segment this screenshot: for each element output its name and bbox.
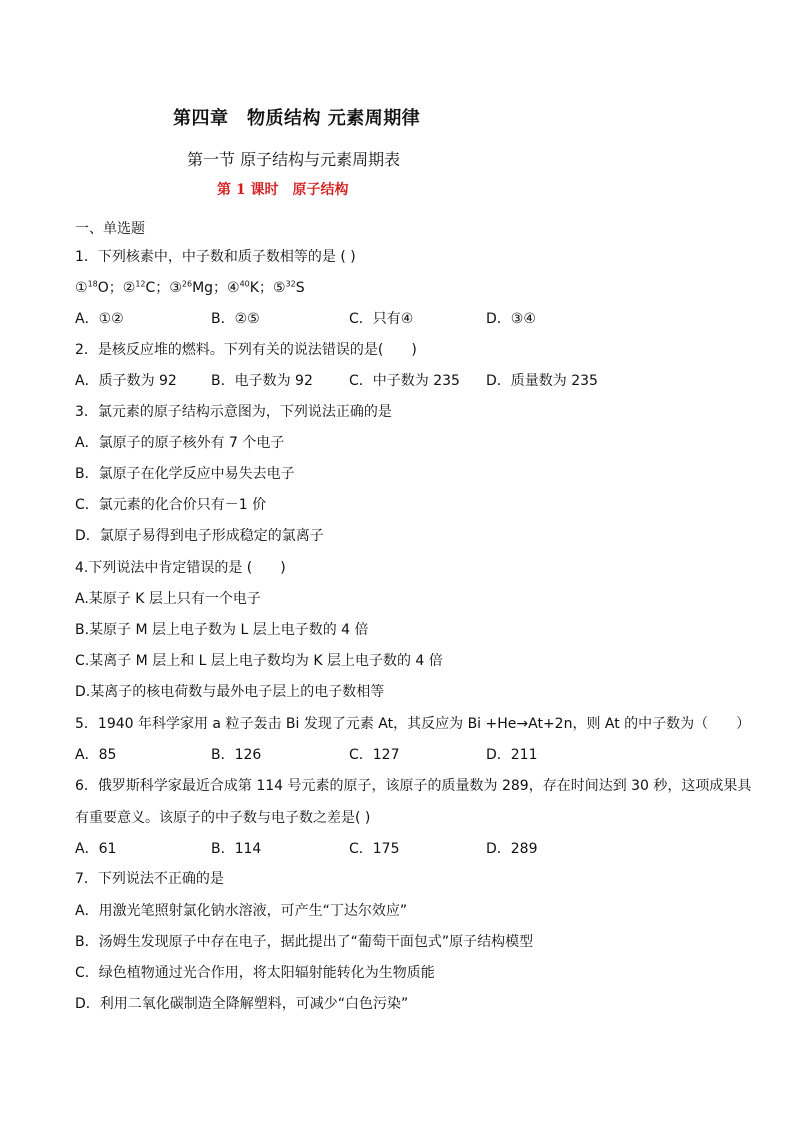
question-4-option-a: A.某原子 K 层上只有一个电子 — [75, 591, 261, 607]
question-5-option-c: C．127 — [349, 747, 400, 763]
question-7-option-b: B．汤姆生发现原子中存在电子，据此提出了“葡萄干面包式”原子结构模型 — [75, 934, 534, 950]
question-4-option-d: D.某离子的核电荷数与最外电子层上的电子数相等 — [75, 684, 385, 700]
question-4-option-b: B.某原子 M 层上电子数为 L 层上电子数的 4 倍 — [75, 622, 369, 638]
question-4-stem: 4.下列说法中肯定错误的是 ( ) — [75, 560, 286, 576]
question-2-option-d: D．质量数为 235 — [486, 373, 598, 389]
question-1-option-c: C．只有④ — [349, 311, 414, 327]
question-5-option-a: A．85 — [75, 747, 117, 763]
nuclide-3: ③$^{26}$Mg； — [169, 279, 228, 296]
question-5-option-b: B．126 — [211, 747, 262, 763]
chapter-title: 第四章 物质结构 元素周期律 — [173, 108, 421, 129]
nuclide-4: ④$^{40}$K； — [227, 279, 273, 296]
question-3-stem: 3．氯元素的原子结构示意图为，下列说法正确的是 — [75, 404, 392, 420]
question-3-option-c: C．氯元素的化合价只有－1 价 — [75, 497, 267, 513]
question-3-option-b: B．氯原子在化学反应中易失去电子 — [75, 466, 295, 482]
question-2-stem: 2．是核反应堆的燃料。下列有关的说法错误的是( ) — [75, 342, 417, 358]
question-4-option-c: C.某离子 M 层上和 L 层上电子数均为 K 层上电子数的 4 倍 — [75, 653, 443, 669]
question-2-option-c: C．中子数为 235 — [349, 373, 460, 389]
question-7-stem: 7．下列说法不正确的是 — [75, 871, 224, 887]
question-3-option-a: A．氯原子的原子核外有 7 个电子 — [75, 435, 285, 451]
question-1-option-d: D．③④ — [486, 311, 536, 327]
question-5-option-d: D．211 — [486, 747, 538, 763]
nuclide-5: ⑤$^{32}$S — [272, 279, 305, 296]
question-1-option-b: B．②⑤ — [211, 311, 260, 327]
question-7-option-a: A．用激光笔照射氯化钠水溶液，可产生“丁达尔效应” — [75, 903, 408, 919]
question-2-option-b: B．电子数为 92 — [211, 373, 313, 389]
question-7-option-c: C．绿色植物通过光合作用，将太阳辐射能转化为生物质能 — [75, 965, 435, 981]
lesson-title: 第 1 课时 原子结构 — [217, 182, 349, 198]
question-6-option-d: D．289 — [486, 841, 538, 857]
question-6-option-c: C．175 — [349, 841, 400, 857]
nuclide-2: ②$^{12}$C； — [122, 279, 170, 296]
question-6-option-a: A．61 — [75, 841, 117, 857]
question-6-option-b: B．114 — [211, 841, 262, 857]
question-6-stem-line-2: 有重要意义。该原子的中子数与电子数之差是( ) — [75, 810, 371, 826]
question-1-stem: 1．下列核素中，中子数和质子数相等的是 ( ) — [75, 249, 356, 265]
section-heading: 一、单选题 — [75, 221, 145, 237]
question-1-nuclides — [75, 279, 305, 297]
section-title: 第一节 原子结构与元素周期表 — [187, 150, 401, 169]
question-7-option-d: D．利用二氧化碳制造全降解塑料，可减少“白色污染” — [75, 996, 409, 1012]
question-1-option-a: A．①② — [75, 311, 124, 327]
question-6-stem-line-1: 6．俄罗斯科学家最近合成第 114 号元素的原子，该原子的质量数为 289，存在时间达到 30 秒，这项成果具 — [75, 778, 752, 794]
question-2-option-a: A．质子数为 92 — [75, 373, 177, 389]
question-5-stem: 5．1940 年科学家用 a 粒子轰击 Bi 发现了元素 At，其反应为 Bi +He→At+2n，则 At 的中子数为（ ） — [75, 716, 751, 732]
question-3-option-d: D．氯原子易得到电子形成稳定的氯离子 — [75, 528, 324, 544]
nuclide-1: ①$^{18}$O； — [75, 279, 123, 296]
